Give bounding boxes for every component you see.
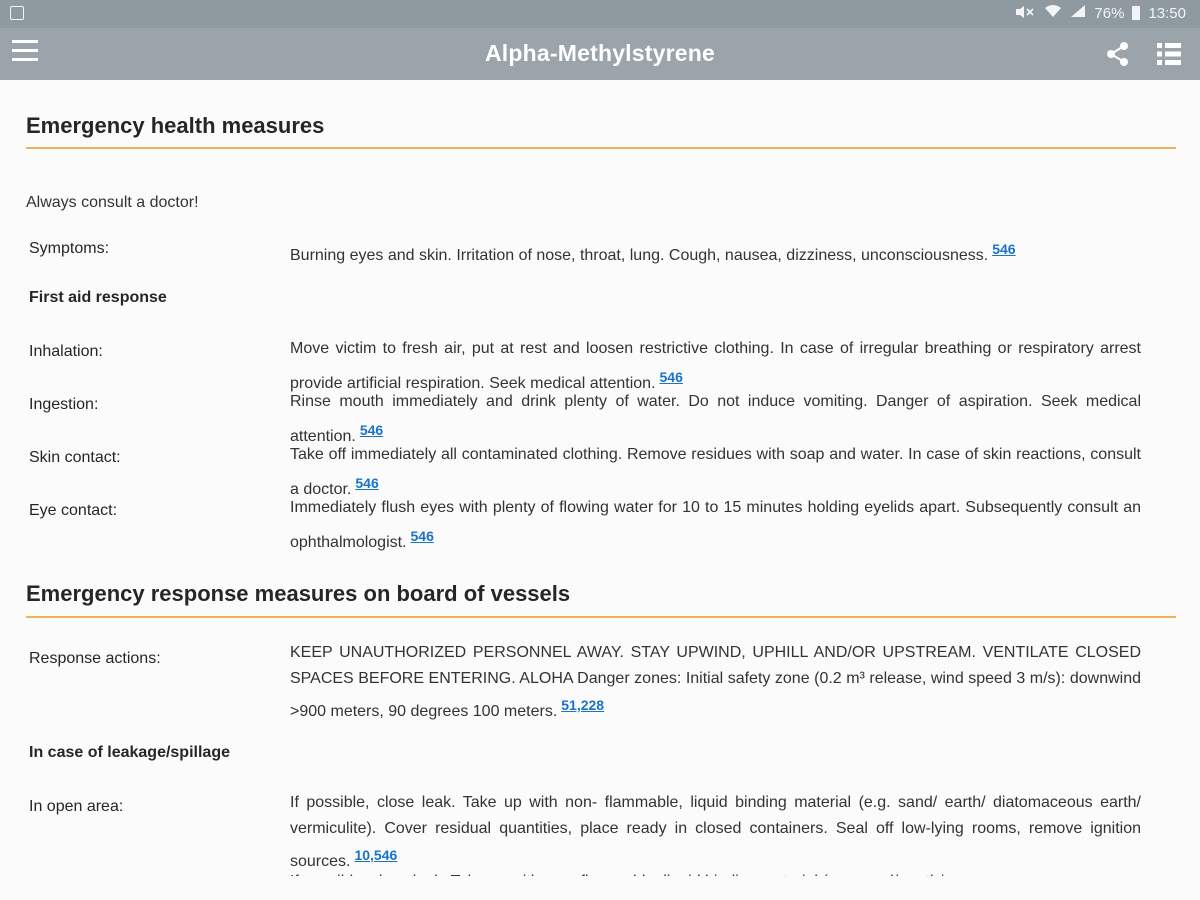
share-icon[interactable] [1104,40,1132,68]
content-area[interactable] [0,80,1200,876]
response-actions-value [290,640,1141,725]
symptoms-label: Symptoms: [29,240,110,257]
reference-link[interactable]: 546 [992,241,1016,257]
reference-link[interactable]: 51,228 [561,697,605,713]
wifi-icon [1044,4,1062,22]
reference-link[interactable]: 546 [355,475,379,491]
bottom-edge [0,876,1200,900]
open-area-text: If possible, close leak. Take up with non- flammable, liquid binding material (e.g. sand/ earth/ diatomaceous earth/ vermiculite). Cover residual quantities, place ready in closed containers. Seal off low-lying rooms, remove ignition sources. [290,794,1141,870]
clock: 13:50 [1148,4,1186,22]
leakage-label: In case of leakage/spillage [29,744,230,761]
battery-icon [1132,6,1140,20]
section-divider [26,616,1176,618]
open-area-label: In open area: [29,798,124,815]
eye-contact-value [290,493,1141,557]
section-heading-health: Emergency health measures [26,113,325,138]
inhalation-label: Inhalation: [29,343,103,360]
response-actions-label: Response actions: [29,650,161,667]
mute-icon [1014,5,1036,22]
eye-contact-text: Immediately flush eyes with plenty of flowing water for 10 to 15 minutes holding eyelids apart. Subsequently consult an ophthalmologist. [290,499,1141,551]
ingestion-text: Rinse mouth immediately and drink plenty of water. Do not induce vomiting. Danger of aspiration. Seek medical attention. [290,393,1141,445]
signal-icon [1070,4,1086,22]
status-indicators [1014,4,1186,22]
open-area-value [290,790,1141,875]
response-actions-text: KEEP UNAUTHORIZED PERSONNEL AWAY. STAY UPWIND, UPHILL AND/OR UPSTREAM. VENTILATE CLOSED SPACES BEFORE ENTERING. ALOHA Danger zones: Initial safety zone (0.2 m³ release, wind speed 3 m/s): downwind >900 meters, 90 degrees 100 meters. [290,644,1141,720]
reference-link[interactable]: 546 [359,422,384,438]
ingestion-label: Ingestion: [29,396,99,413]
skin-contact-label: Skin contact: [29,449,121,466]
consult-note: Always consult a doctor! [26,194,199,211]
reference-link[interactable]: 10,546 [354,847,398,863]
first-aid-label: First aid response [29,289,167,306]
reference-link[interactable]: 546 [410,528,434,544]
symptoms-value [290,235,1141,270]
app-bar [0,28,1200,80]
battery-percent: 76% [1094,4,1125,22]
inhalation-text: Move victim to fresh air, put at rest and loosen restrictive clothing. In case of irregular breathing or respiratory arrest provide artificial respiration. Seek medical attention. [290,340,1141,392]
list-view-icon[interactable] [1156,42,1182,66]
skin-contact-text: Take off immediately all contaminated clothing. Remove residues with soap and water. In case of skin reactions, consult a doctor. [290,446,1141,498]
section-heading-vessels: Emergency response measures on board of vessels [26,581,571,606]
page-title: Alpha-Methylstyrene [484,40,715,66]
eye-contact-label: Eye contact: [29,502,118,519]
status-bar [0,0,1200,28]
section-divider [26,147,1176,149]
notification-icon [10,6,24,20]
symptoms-text: Burning eyes and skin. Irritation of nose, throat, lung. Cough, nausea, dizziness, unconsciousness. [290,247,989,264]
reference-link[interactable]: 546 [659,369,683,385]
